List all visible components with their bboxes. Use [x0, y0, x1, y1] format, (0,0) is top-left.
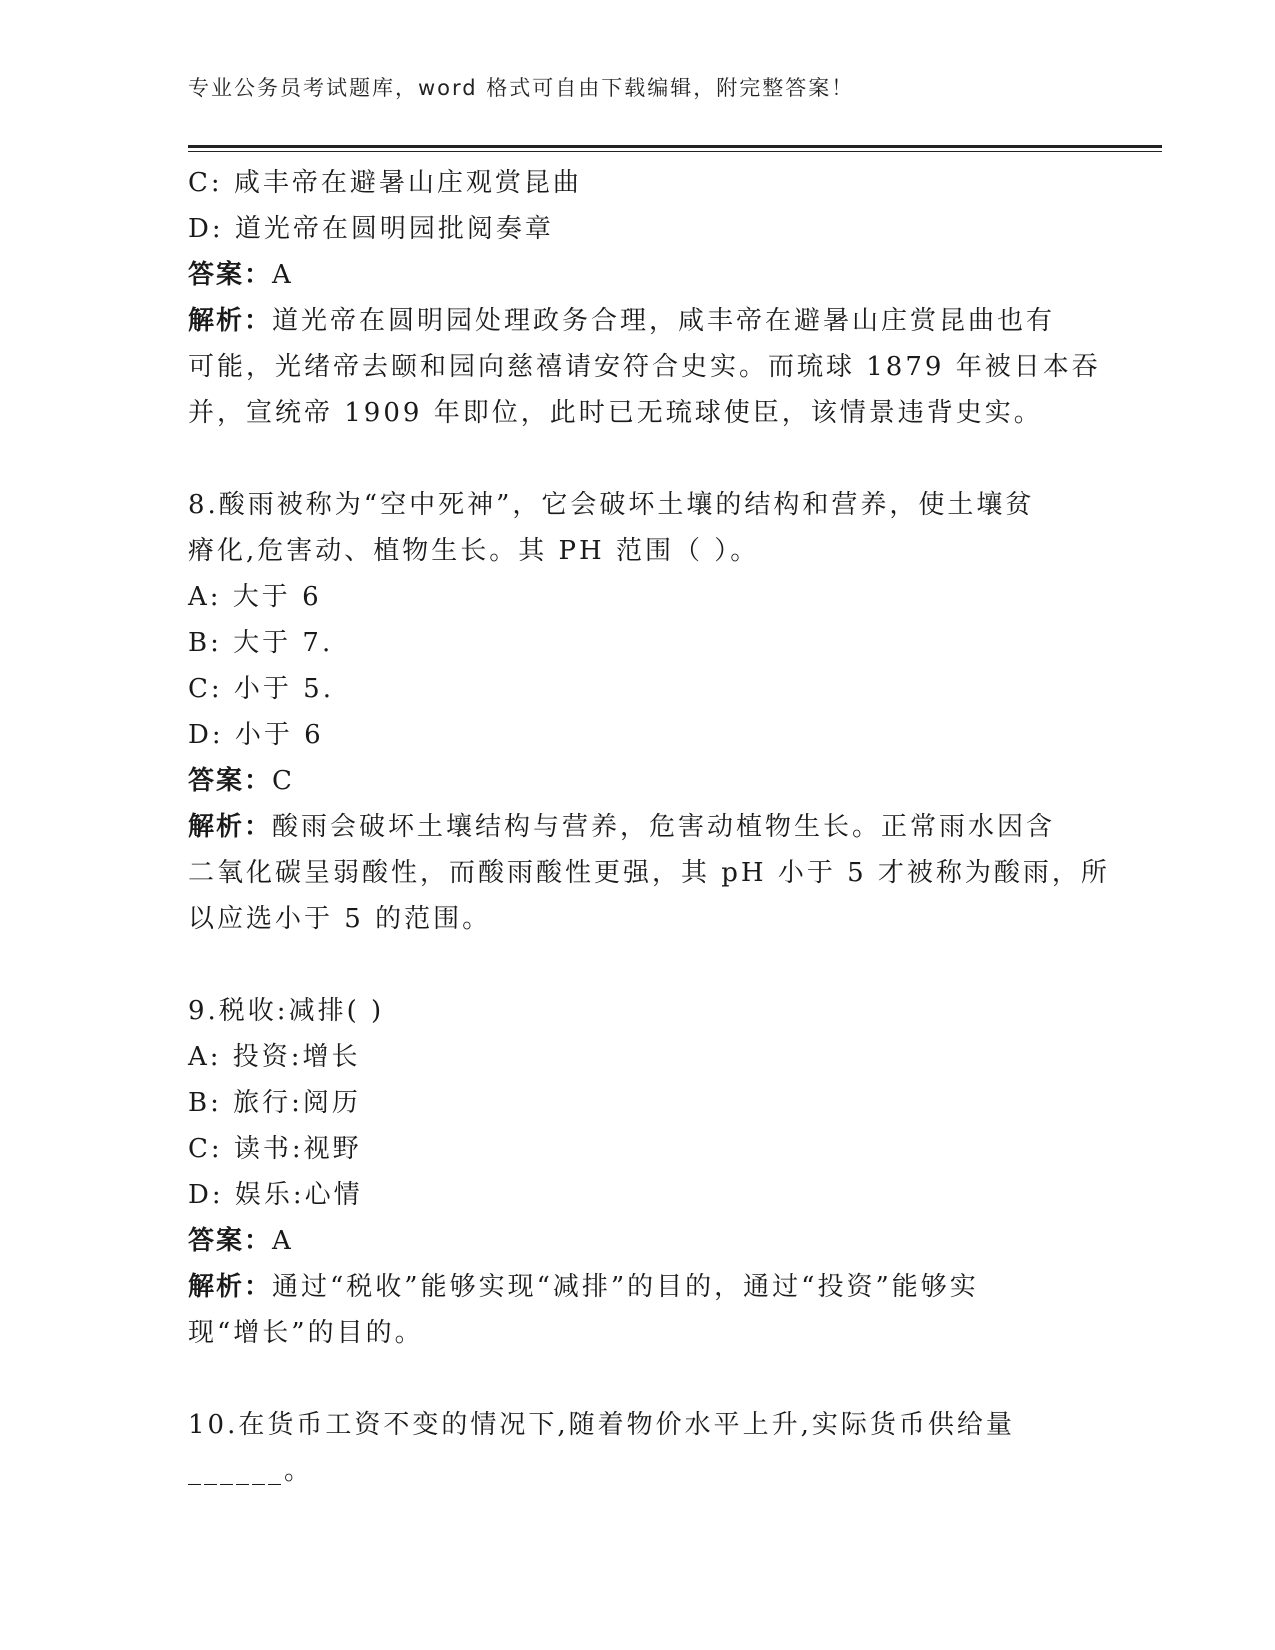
- spacer: [188, 436, 1088, 482]
- analysis-text: 通过“税收”能够实现“减排”的目的，通过“投资”能够实: [272, 1272, 979, 1302]
- q8-answer: [188, 758, 1088, 804]
- q9-analysis-line-1: [188, 1264, 1088, 1310]
- analysis-label: 解析：: [188, 1272, 273, 1302]
- q10-question-line-2: ______。: [188, 1456, 314, 1486]
- q8-option-b: B: 大于 7.: [188, 628, 334, 658]
- answer-value: C: [272, 766, 295, 796]
- q7-option-d: D: 道光帝在圆明园批阅奏章: [188, 214, 554, 244]
- q8-option-a: A: 大于 6: [188, 582, 322, 612]
- spacer: [188, 942, 1088, 988]
- analysis-text: 道光帝在圆明园处理政务合理，咸丰帝在避暑山庄赏昆曲也有: [272, 306, 1056, 336]
- q8-option-c: C: 小于 5.: [188, 674, 334, 704]
- q9-option-c: C: 读书:视野: [188, 1134, 362, 1164]
- q7-analysis-line-1: [188, 298, 1088, 344]
- q10-question-line-1: 10.在货币工资不变的情况下,随着物价水平上升,实际货币供给量: [188, 1410, 1015, 1440]
- page-header: 专业公务员考试题库，word 格式可自由下载编辑，附完整答案！: [188, 76, 855, 100]
- q7-answer: [188, 252, 1088, 298]
- q8-analysis-line-1: [188, 804, 1088, 850]
- q9-question: 9.税收:减排( ): [188, 996, 385, 1026]
- answer-label: 答案：: [188, 260, 273, 290]
- q7-analysis-line-2: 可能，光绪帝去颐和园向慈禧请安符合史实。而琉球 1879 年被日本吞: [188, 352, 1101, 382]
- header-rule-thin: [188, 151, 1162, 152]
- q9-answer: [188, 1218, 1088, 1264]
- analysis-text: 酸雨会破坏土壤结构与营养，危害动植物生长。正常雨水因含: [272, 812, 1056, 842]
- answer-value: A: [272, 1226, 294, 1256]
- analysis-label: 解析：: [188, 812, 273, 842]
- answer-label: 答案：: [188, 766, 273, 796]
- analysis-label: 解析：: [188, 306, 273, 336]
- document-body: [188, 160, 1110, 1494]
- q8-question-line-2: 瘠化,危害动、植物生长。其 PH 范围（ ）。: [188, 536, 760, 566]
- q7-option-c: C: 咸丰帝在避暑山庄观赏昆曲: [188, 168, 582, 198]
- q9-option-b: B: 旅行:阅历: [188, 1088, 361, 1118]
- q9-analysis-line-2: 现“增长”的目的。: [188, 1318, 424, 1348]
- q9-option-a: A: 投资:增长: [188, 1042, 361, 1072]
- q8-option-d: D: 小于 6: [188, 720, 324, 750]
- header-rule-thick: [188, 145, 1162, 148]
- q8-question-line-1: 8.酸雨被称为“空中死神”，它会破坏土壤的结构和营养，使土壤贫: [188, 490, 1035, 520]
- q8-analysis-line-2: 二氧化碳呈弱酸性，而酸雨酸性更强，其 pH 小于 5 才被称为酸雨，所: [188, 858, 1110, 888]
- q9-option-d: D: 娱乐:心情: [188, 1180, 363, 1210]
- q8-analysis-line-3: 以应选小于 5 的范围。: [188, 904, 492, 934]
- spacer: [188, 1356, 1088, 1402]
- answer-label: 答案：: [188, 1226, 273, 1256]
- answer-value: A: [272, 260, 294, 290]
- q7-analysis-line-3: 并，宣统帝 1909 年即位，此时已无琉球使臣，该情景违背史实。: [188, 398, 1043, 428]
